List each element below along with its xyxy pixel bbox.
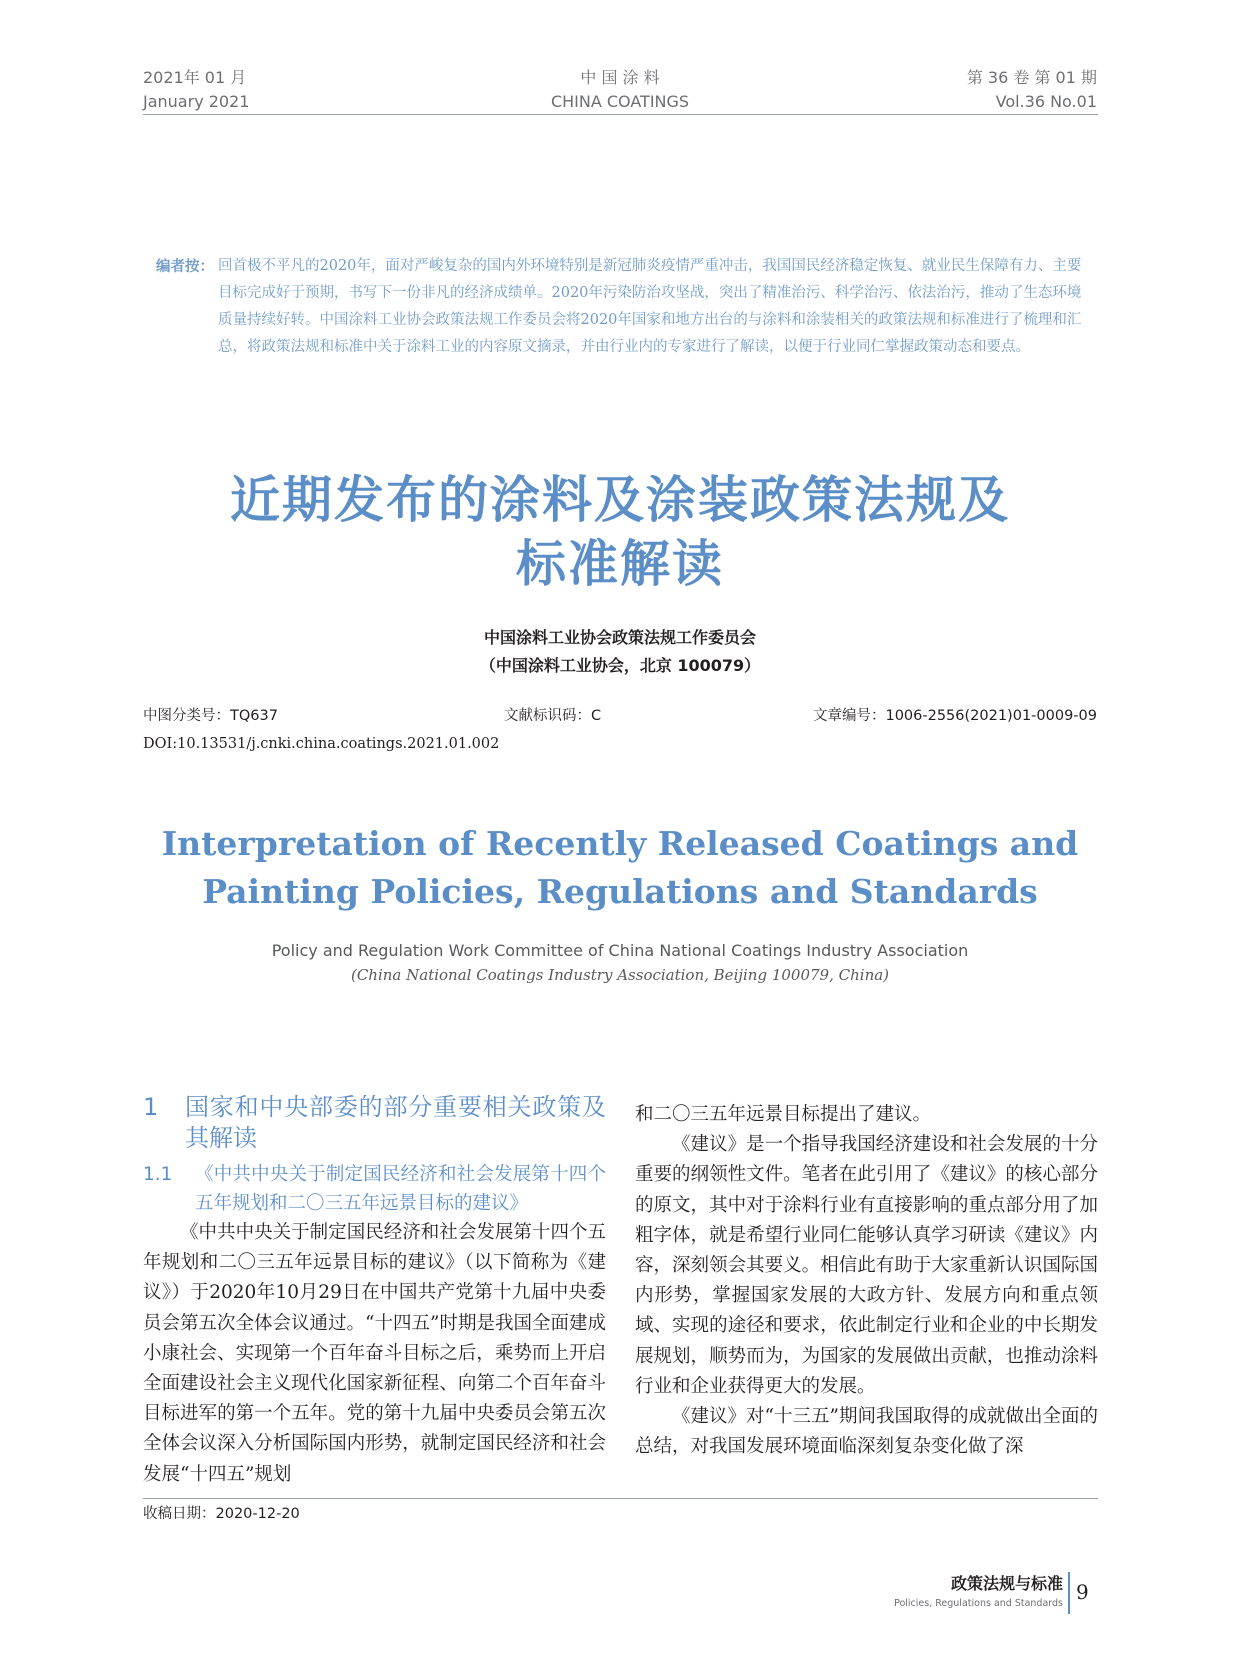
editor-note-text: 回首极不平凡的2020年，面对严峻复杂的国内外环境特别是新冠肺炎疫情严重冲击，我国国民经济稳定恢复、就业民生保障有力、主要目标完成好于预期，书写下一份非凡的经济成绩单。2020年污染防治攻坚战，突出了精准治污、科学治污、依法治污，推动了生态环境质量持续好转。中国涂料工业协会政策法规工作委员会将2020年国家和地方出台的与涂料和涂装相关的政策法规和标准进行了梳理和汇总，将政策法规和标准中关于涂料工业的内容原文摘录，并由行业内的专家进行了解读，以便于行业同仁掌握政策动态和要点。 (218, 258, 1082, 355)
header-rule (143, 114, 1098, 115)
author-cn-affiliation: （中国涂料工业协会，北京 100079） (479, 656, 761, 675)
title-cn (120, 468, 1120, 596)
section-title: 国家和中央部委的部分重要相关政策及其解读 (185, 1093, 606, 1152)
footer-section-en: Policies, Regulations and Standards (894, 1598, 1063, 1609)
meta-doc-code: 文献标识码：C (504, 708, 602, 724)
meta-clc: 中图分类号：TQ637 (143, 708, 278, 724)
subsection-title: 《中共中央关于制定国民经济和社会发展第十四个五年规划和二〇三五年远景目标的建议》 (195, 1164, 606, 1214)
author-cn (120, 624, 1120, 680)
title-cn-line1: 近期发布的涂料及涂装政策法规及 (230, 471, 1010, 529)
right-column (635, 1100, 1098, 1462)
section-number: 1 (143, 1093, 159, 1121)
title-en-line1: Interpretation of Recently Released Coatings and (161, 824, 1079, 863)
left-column (143, 1092, 606, 1490)
paragraph: 《中共中央关于制定国民经济和社会发展第十四个五年规划和二〇三五年远景目标的建议》（以下简称为《建议》）于2020年10月29日在中国共产党第十九届中央委员会第五次全体会议通过。“十四五”时期是我国全面建成小康社会、实现第一个百年奋斗目标之后，乘势而上开启全面建设社会主义现代化国家新征程、向第二个百年奋斗目标进军的第一个五年。党的第十九届中央委员会第五次全体会议深入分析国际国内形势，就制定国民经济和社会发展“十四五”规划 (143, 1222, 606, 1485)
meta-doi: DOI:10.13531/j.cnki.china.coatings.2021.01.002 (143, 736, 500, 752)
header-volume-en: Vol.36 No.01 (995, 92, 1097, 111)
subsection-number: 1.1 (143, 1164, 173, 1185)
header-journal-en: CHINA COATINGS (550, 92, 690, 111)
header-date-cn: 2021年 01 月 (143, 68, 247, 87)
page-number-bar (1068, 1572, 1070, 1614)
author-en-name: Policy and Regulation Work Committee of China National Coatings Industry Association (271, 941, 969, 960)
title-cn-line2: 标准解读 (516, 535, 724, 593)
editor-note-label: 编者按： (156, 258, 214, 275)
header-date (143, 66, 249, 114)
author-cn-name: 中国涂料工业协会政策法规工作委员会 (483, 628, 756, 647)
footnote-rule (143, 1498, 1098, 1499)
paragraph: 《建议》是一个指导我国经济建设和社会发展的十分重要的纲领性文件。笔者在此引用了《建议》的核心部分的原文，其中对于涂料行业有直接影响的重点部分用了加粗字体，就是希望行业同仁能够认真学习研读《建议》内容，深刻领会其要义。相信此有助于大家重新认识国际国内形势，掌握国家发展的大政方针、发展方向和重点领域、实现的途径和要求，依此制定行业和企业的中长期发展规划，顺势而为，为国家的发展做出贡献，也推动涂料行业和企业获得更大的发展。 (635, 1134, 1098, 1397)
subsection-heading (143, 1160, 606, 1218)
paragraph: 《建议》对“十三五”期间我国取得的成就做出全面的总结，对我国发展环境面临深刻复杂变化做了深 (635, 1406, 1098, 1458)
meta-article-no: 文章编号：1006-2556(2021)01-0009-09 (812, 708, 1097, 724)
editor-note (156, 253, 1091, 361)
header-date-en: January 2021 (143, 92, 250, 111)
header-journal (420, 66, 820, 114)
section-heading (143, 1092, 606, 1154)
title-en (120, 820, 1120, 916)
header-volume (967, 66, 1097, 114)
footer-section-cn: 政策法规与标准 (950, 1574, 1063, 1593)
author-en (120, 938, 1120, 988)
title-en-line2: Painting Policies, Regulations and Standards (202, 872, 1038, 911)
header-journal-cn: 中 国 涂 料 (580, 68, 660, 87)
paragraph-continuation: 和二〇三五年远景目标提出了建议。 (635, 1104, 932, 1125)
author-en-affiliation: (China National Coatings Industry Association, Beijing 100079, China) (350, 966, 890, 984)
header-volume-cn: 第 36 卷 第 01 期 (966, 68, 1097, 87)
page-number: 9 (1076, 1580, 1089, 1604)
received-date: 收稿日期：2020-12-20 (143, 1506, 300, 1522)
